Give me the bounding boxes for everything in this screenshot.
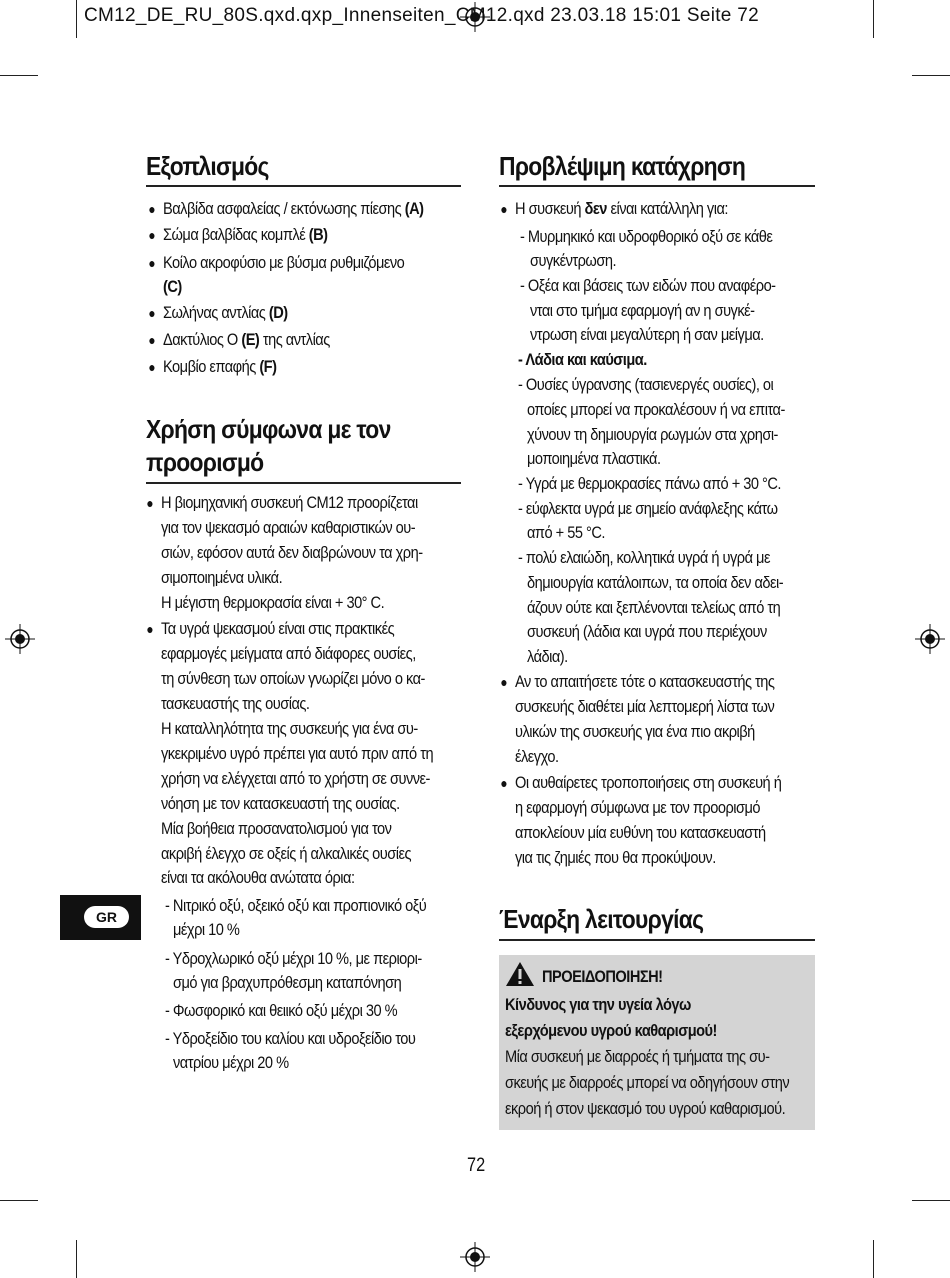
paragraph-line: σιμοποιημένα υλικά. <box>161 568 283 587</box>
paragraph-line: ● Η συσκευή δεν είναι κατάλληλη για: <box>515 197 728 222</box>
limit-item: - Φωσφορικό και θειικό οξύ μέχρι 30 % <box>165 1001 398 1020</box>
misuse-item: από + 55 °C. <box>527 523 605 542</box>
section-heading: Έναρξη λειτουργίας <box>499 904 704 934</box>
misuse-item: μοποιημένα πλαστικά. <box>527 449 661 468</box>
paragraph-line: τασκευαστής της ουσίας. <box>161 694 310 713</box>
paragraph-line: υλικών της συσκευής για ένα πιο ακριβή <box>515 722 755 741</box>
paragraph-line: ακριβή έλεγχο σε οξείς ή αλκαλικές ουσίες <box>161 844 412 863</box>
list-item: ● Σωλήνας αντλίας (D) <box>163 301 288 326</box>
heading-rule <box>499 939 815 941</box>
crop-mark <box>76 1240 77 1278</box>
paragraph-line: Η καταλληλότητα της συσκευής για ένα συ- <box>161 719 418 738</box>
misuse-item: συσκευή (λάδια και υγρά που περιέχουν <box>527 622 767 641</box>
section-heading: Προβλέψιμη κατάχρηση <box>499 151 746 181</box>
misuse-item: - Υγρά με θερμοκρασίες πάνω από + 30 °C. <box>518 474 781 493</box>
misuse-item: άζουν ούτε και ξεπλένονται τελείως από τη <box>527 598 781 617</box>
misuse-item: χύνουν τη δημιουργία ρωγμών στα χρησι- <box>527 425 778 444</box>
list-item: ● Κοίλο ακροφύσιο με βύσμα ρυθμιζόμενο <box>163 251 404 276</box>
limit-item: νατρίου μέχρι 20 % <box>173 1053 289 1072</box>
paragraph-line: εφαρμογές μείγματα από διάφορες ουσίες, <box>161 644 416 663</box>
language-code: GR <box>84 906 129 928</box>
misuse-item: νται στο τμήμα εφαρμογή αν η συγκέ- <box>530 301 755 320</box>
paragraph-line: ● Αν το απαιτήσετε τότε ο κατασκευαστής της <box>515 670 774 695</box>
crop-mark <box>873 0 874 38</box>
paragraph-line: χρήση να ελέγχεται από το χρήστη σε συννε- <box>161 769 430 788</box>
limit-item: σμό για βραχυπρόθεσμη καταπόνηση <box>173 973 402 992</box>
crop-mark <box>912 1200 950 1201</box>
paragraph-line: σιών, εφόσον αυτά δεν διαβρώνουν τα χρη- <box>161 543 423 562</box>
heading-rule <box>146 185 461 187</box>
warning-subtitle: εξερχόμενου υγρού καθαρισμού! <box>505 1021 717 1040</box>
paragraph-line: γκεκριμένο υγρό πρέπει για αυτό πριν από τη <box>161 744 434 763</box>
limit-item: - Υδροχλωρικό οξύ μέχρι 10 %, με περιορι- <box>165 949 422 968</box>
print-slug: CM12_DE_RU_80S.qxd.qxp_Innenseiten_CM12.qxd 23.03.18 15:01 Seite 72 <box>84 5 759 26</box>
paragraph-line: έλεγχο. <box>515 747 559 766</box>
misuse-item: - εύφλεκτα υγρά με σημείο ανάφλεξης κάτω <box>518 499 778 518</box>
limit-item: - Υδροξείδιο του καλίου και υδροξείδιο του <box>165 1029 416 1048</box>
misuse-item: ντρωση είναι μεγαλύτερη ή σαν μείγμα. <box>530 325 764 344</box>
misuse-item: δημιουργία κατάλοιπων, τα οποία δεν αδει- <box>527 573 784 592</box>
list-item: ● Κομβίο επαφής (F) <box>163 355 276 380</box>
paragraph-line: ● Τα υγρά ψεκασμού είναι στις πρακτικές <box>161 617 394 642</box>
paragraph-line: για τις ζημιές που θα προκύψουν. <box>515 848 716 867</box>
list-item: ● Σώμα βαλβίδας κομπλέ (B) <box>163 223 328 248</box>
misuse-item: συγκέντρωση. <box>530 251 616 270</box>
list-item-code: (C) <box>163 277 182 296</box>
warning-title: ΠΡΟΕΙΔΟΠΟΙΗΣΗ! <box>542 967 663 986</box>
misuse-item: - Λάδια και καύσιμα. <box>518 350 647 369</box>
misuse-item: - Ουσίες ύγρανσης (τασιενεργές ουσίες), οι <box>518 375 774 394</box>
crop-mark <box>912 75 950 76</box>
paragraph-line: είναι τα ακόλουθα ανώτατα όρια: <box>161 868 355 887</box>
paragraph-line: Μία βοήθεια προσανατολισμού για τον <box>161 819 392 838</box>
warning-text: εκροή ή στον ψεκασμό του υγρού καθαρισμού. <box>505 1099 786 1118</box>
warning-subtitle: Κίνδυνος για την υγεία λόγω <box>505 995 691 1014</box>
paragraph-line: συσκευής διαθέτει μία λεπτομερή λίστα των <box>515 697 775 716</box>
section-heading: Εξοπλισμός <box>146 151 269 181</box>
misuse-item: - Μυρμηκικό και υδροφθορικό οξύ σε κάθε <box>520 227 773 246</box>
paragraph-line: ● Η βιομηχανική συσκευή CM12 προορίζεται <box>161 491 418 516</box>
section-heading: Χρήση σύμφωνα με τον <box>146 414 391 444</box>
crop-mark <box>0 75 38 76</box>
limit-item: μέχρι 10 % <box>173 920 240 939</box>
warning-triangle-icon <box>505 961 535 987</box>
section-heading: προορισμό <box>146 447 264 477</box>
warning-text: Μία συσκευή με διαρροές ή τμήματα της συ- <box>505 1047 770 1066</box>
misuse-item: οποίες μπορεί να προκαλέσουν ή να επιτα- <box>527 400 785 419</box>
paragraph-line: νόηση με τον κατασκευαστή της ουσίας. <box>161 794 400 813</box>
crop-mark <box>873 1240 874 1278</box>
list-item: ● Δακτύλιος O (E) της αντλίας <box>163 328 330 353</box>
misuse-item: λάδια). <box>527 647 568 666</box>
warning-text: σκευής με διαρροές μπορεί να οδηγήσουν στην <box>505 1073 790 1092</box>
registration-mark-icon <box>915 624 945 654</box>
crop-mark <box>0 1200 38 1201</box>
heading-rule <box>146 482 461 484</box>
paragraph-line: Η μέγιστη θερμοκρασία είναι + 30° C. <box>161 593 385 612</box>
paragraph-line: ● Οι αυθαίρετες τροποποιήσεις στη συσκευή ή <box>515 771 781 796</box>
registration-mark-icon <box>460 1242 490 1272</box>
heading-rule <box>499 185 815 187</box>
paragraph-line: αποκλείουν μία ευθύνη του κατασκευαστή <box>515 823 766 842</box>
paragraph-line: τη σύνθεση των οποίων γνωρίζει μόνο ο κα- <box>161 669 425 688</box>
limit-item: - Νιτρικό οξύ, οξεικό οξύ και προπιονικό οξύ <box>165 896 427 915</box>
registration-mark-icon <box>5 624 35 654</box>
misuse-item: - Οξέα και βάσεις των ειδών που αναφέρο- <box>520 276 776 295</box>
language-tab <box>60 895 141 940</box>
list-item: ● Βαλβίδα ασφαλείας / εκτόνωσης πίεσης (A) <box>163 197 423 222</box>
crop-mark <box>76 0 77 38</box>
paragraph-line: για τον ψεκασμό αραιών καθαριστικών ου- <box>161 518 416 537</box>
misuse-item: - πολύ ελαιώδη, κολλητικά υγρά ή υγρά με <box>518 548 770 567</box>
page-number: 72 <box>467 1155 486 1176</box>
paragraph-line: η εφαρμογή σύμφωνα με τον προορισμό <box>515 798 761 817</box>
